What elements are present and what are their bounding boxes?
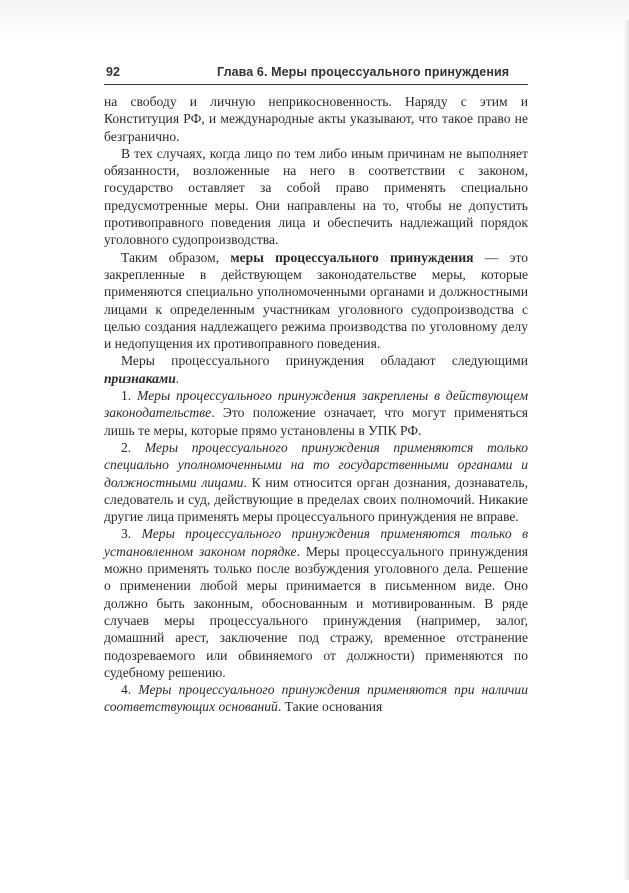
item-heading: Меры процессуального принуждения применяются при наличии соответствующих оснований (104, 682, 529, 715)
page-number: 92 (106, 65, 120, 79)
paragraph-3-definition (104, 249, 528, 353)
page-body (104, 93, 528, 716)
list-item-3 (104, 525, 528, 681)
paragraph-text: . Такие основания (277, 699, 383, 715)
list-item-4 (104, 681, 528, 716)
list-item-2 (104, 439, 528, 525)
paragraph-text: В тех случаях, когда лицо по тем либо иным причинам не выполняет обязанности, возложенные на него в соответствии с законом, государство оставляет за собой право применять специально предусмотренные меры. Они направлены на то, чтобы не допустить противоправного поведения лица и обеспечить надлежащий порядок уголовного судопроизводства. (104, 145, 528, 248)
paragraph-text: — это закрепленные в действующем законодательстве меры, которые применяются специально уполномоченными органами и должностными лицами к определенным участникам уголовного судопроизводства с целью создания надлежащего режима производства по уголовному делу и недопущения их противоправного поведения. (104, 249, 528, 352)
paragraph-text: . (175, 370, 180, 386)
paragraph-text: на свободу и личную неприкосновенность. Наряду с этим и Конституция РФ, и международные акты указывают, что такое право не безгранично. (104, 94, 528, 144)
emphasized-term: признаками (104, 370, 176, 386)
item-number: 4. (121, 682, 139, 698)
defined-term: меры процессуального принуждения (230, 249, 474, 265)
book-page (104, 62, 528, 716)
list-item-1 (104, 387, 528, 439)
paragraph-text: Таким образом, (121, 249, 231, 265)
paragraph-text: Меры процессуального принуждения обладают следующими (121, 353, 528, 369)
paragraph-2 (104, 145, 528, 249)
paragraph-text: . К ним относится орган дознания, дознаватель, следователь и суд, действующие в пределах своих полномочий. Никакие другие лица применять меры процессуального принуждения не вправе. (104, 474, 528, 525)
scan-edge (623, 20, 629, 880)
running-header (104, 62, 528, 85)
item-number: 2. (121, 439, 145, 455)
paragraph-text: . Меры процессуального принуждения можно применять только после возбуждения уголовного дела. Решение о применении любой меры принимается в письменном виде. Оно должно быть законным, обоснованным и мотивированным. В ряде случаев меры процессуального принуждения (например, залог, домашний арест, заключение под стражу, временное отстранение подозреваемого или обвиняемого от должности) применяются по судебному решению. (104, 543, 528, 680)
item-heading: Меры процессуального принуждения закреплены в действующем законодательстве (104, 388, 528, 421)
item-heading: Меры процессуального принуждения применяются только в установленном законом порядке (104, 526, 529, 559)
item-heading: Меры процессуального принуждения применяются только специально уполномоченными на то государственными органами и должностными лицами (104, 439, 529, 490)
paragraph-text: . Это положение означает, что могут применяться лишь те меры, которые прямо установлены в УПК РФ. (104, 405, 528, 438)
item-number: 1. (121, 388, 137, 404)
chapter-title: Глава 6. Меры процессуального принуждения (217, 65, 510, 79)
paragraph-1 (104, 93, 528, 145)
scan-shadow (0, 0, 629, 40)
paragraph-4 (104, 352, 528, 387)
item-number: 3. (121, 526, 142, 542)
